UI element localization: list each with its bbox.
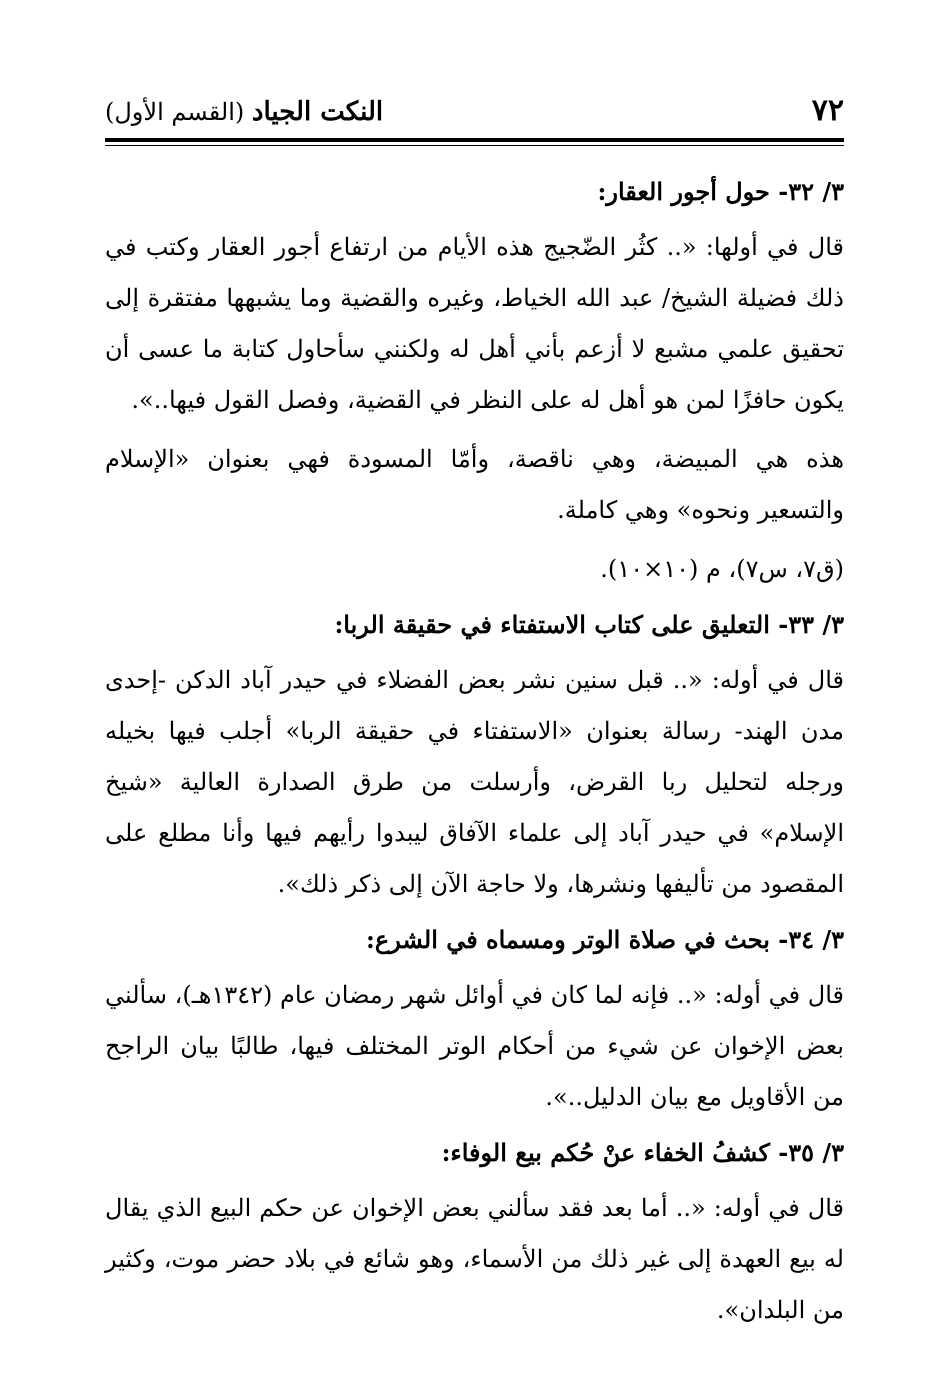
section-35	[105, 1131, 844, 1336]
book-title-part: (القسم الأول)	[105, 98, 245, 126]
book-title	[105, 89, 383, 135]
paragraph: قال في أوله: «.. فإنه لما كان في أوائل شهر رمضان عام (١٣٤٢هـ)، سألني بعض الإخوان عن شيء من أحكام الوتر المختلف فيها، طالبًا بيان الراجح من الأقاويل مع بيان الدليل..».	[105, 981, 844, 1111]
header-rule-thick	[105, 138, 844, 142]
header-rule-thin	[105, 145, 844, 146]
section-heading: ٣/ ٣٥- كشفُ الخفاء عنْ حُكم بيع الوفاء:	[441, 1138, 844, 1167]
paragraph: قال في أوله: «.. أما بعد فقد سألني بعض الإخوان عن حكم البيع الذي يقال له بيع العهدة إلى غير ذلك من الأسماء، وهو شائع في بلاد حضر موت، وكثير من البلدان».	[105, 1194, 844, 1324]
paragraph: قال في أوله: «.. قبل سنين نشر بعض الفضلاء في حيدر آباد الدكن -إحدى مدن الهند- رسالة بعنوان «الاستفتاء في حقيقة الربا» أجلب فيها بخيله ورجله لتحليل ربا القرض، وأرسلت من طرق الصدارة العالية «شيخ الإسلام» في حيدر آباد إلى علماء الآفاق ليبدوا رأيهم فيها وأنا مطلع على المقصود من تأليفها ونشرها، ولا حاجة الآن إلى ذكر ذلك».	[105, 666, 844, 898]
paragraph: هذه هي المبيضة، وهي ناقصة، وأمّا المسودة فهي بعنوان «الإسلام والتسعير ونحوه» وهي كاملة.	[105, 445, 844, 524]
section-33	[105, 603, 844, 910]
book-title-main: النكت الجياد	[251, 97, 384, 127]
page-content	[105, 170, 844, 1336]
running-header	[105, 88, 844, 134]
section-34	[105, 918, 844, 1123]
section-heading: ٣/ ٣٣- التعليق على كتاب الاستفتاء في حقيقة الربا:	[334, 610, 844, 639]
section-heading: ٣/ ٣٤- بحث في صلاة الوتر ومسماه في الشرع:	[366, 925, 844, 954]
page-number: ٧٢	[811, 93, 844, 128]
section-heading: ٣/ ٣٢- حول أجور العقار:	[597, 177, 844, 206]
paragraph: (ق٧، س٧)، م (١٠×١٠).	[600, 555, 844, 583]
section-32	[105, 170, 844, 595]
paragraph: قال في أولها: «.. كثُر الضّجيج هذه الأيام من ارتفاع أجور العقار وكتب في ذلك فضيلة الشيخ/ عبد الله الخياط، وغيره والقضية وما يشبهها مفتقرة إلى تحقيق علمي مشبع لا أزعم بأني أهل له ولكنني سأحاول كتابة ما عسى أن يكون حافزًا لمن هو أهل له على النظر في القضية، وفصل القول فيها..».	[105, 233, 844, 414]
